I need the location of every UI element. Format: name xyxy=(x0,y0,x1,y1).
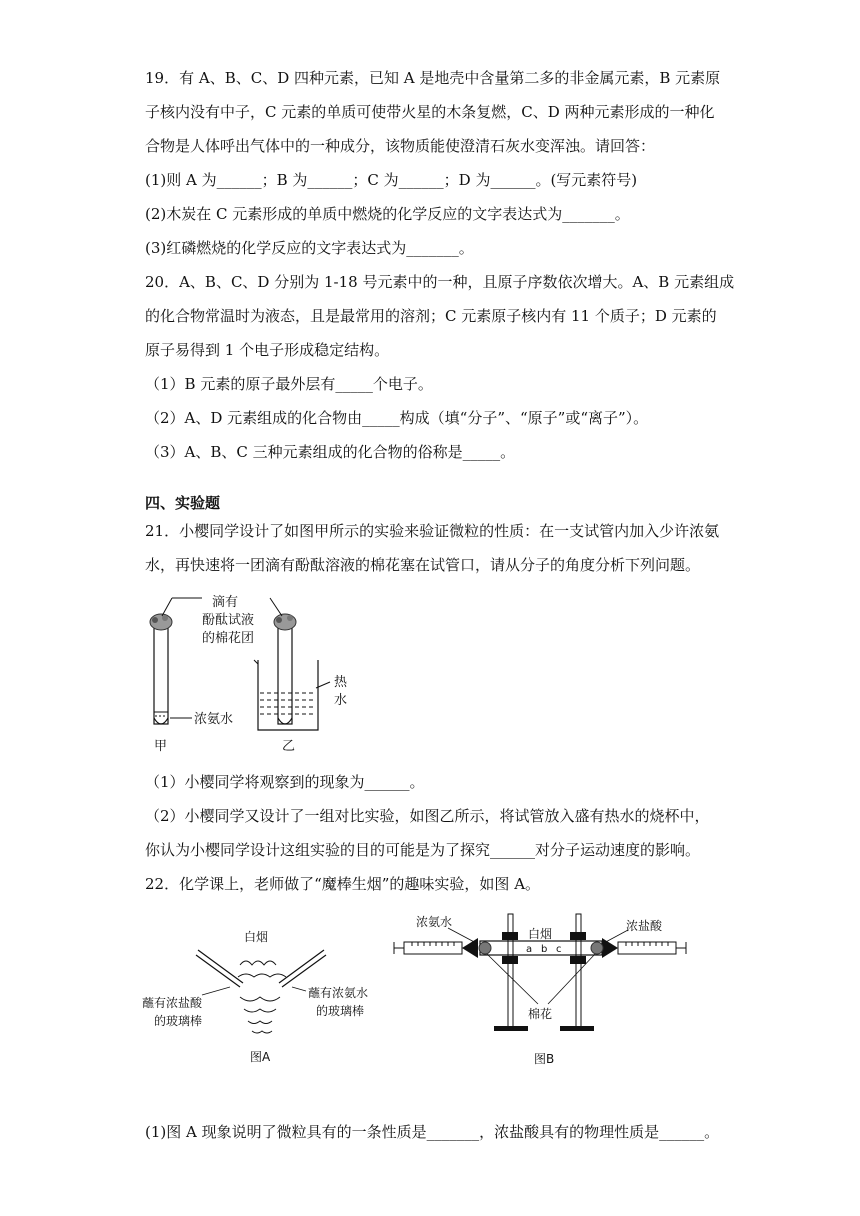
figb-label-a: a xyxy=(526,944,533,955)
label-cotton-2: 酚酞试液 xyxy=(202,613,255,628)
syringe-right xyxy=(602,938,686,958)
figure-a xyxy=(140,925,380,1075)
q19-line-3: 合物是人体呼出气体中的一种成分，该物质能使澄清石灰水变浑浊。请回答： xyxy=(145,137,656,155)
q20-line-2: 的化合物常温时为液态，且是最常用的溶剂；C 元素原子核内有 11 个质子；D 元素的 xyxy=(145,307,717,325)
q19-line-4: (1)则 A 为______；B 为______；C 为______；D 为______。(写元素符号) xyxy=(145,171,638,189)
test-tube-jia xyxy=(150,614,172,724)
iron-stand-right xyxy=(560,914,594,1031)
q21-line-3: （1）小樱同学将观察到的现象为______。 xyxy=(145,773,425,791)
figb-caption: 图B xyxy=(534,1052,555,1066)
q20-line-5: （2）A、D 元素组成的化合物由_____构成（填“分子”、“原子”或“离子”）。 xyxy=(145,409,649,427)
label-hot-2: 水 xyxy=(334,693,348,708)
label-cotton-1: 滴有 xyxy=(212,595,239,610)
q21-line-1: 21．小樱同学设计了如图甲所示的实验来验证微粒的性质：在一支试管内加入少许浓氨 xyxy=(145,522,720,540)
beaker xyxy=(254,660,318,730)
q22-line-2: (1)图 A 现象说明了微粒具有的一条性质是_______，浓盐酸具有的物理性质是______。 xyxy=(145,1123,720,1141)
iron-stand-left xyxy=(494,914,528,1031)
q19-line-6: (3)红磷燃烧的化学反应的文字表达式为_______。 xyxy=(145,239,474,257)
figb-label-cotton: 棉花 xyxy=(528,1007,553,1021)
q20-line-1: 20．A、B、C、D 分别为 1-18 号元素中的一种，且原子序数依次增大。A、B 元素组成 xyxy=(145,273,735,291)
q21-line-5: 你认为小樱同学设计这组实验的目的可能是为了探究______对分子运动速度的影响。 xyxy=(145,841,701,859)
q19-line-1: 19．有 A、B、C、D 四种元素，已知 A 是地壳中含量第二多的非金属元素，B 元素原 xyxy=(145,69,721,87)
q20-line-3: 原子易得到 1 个电子形成稳定结构。 xyxy=(145,341,390,359)
figb-label-b: b xyxy=(541,944,548,955)
q20-line-4: （1）B 元素的原子最外层有_____个电子。 xyxy=(145,375,433,393)
figb-label-smoke: 白烟 xyxy=(528,927,553,941)
figure-b xyxy=(388,908,708,1073)
figure-test-tubes xyxy=(140,588,370,758)
figa-label-right-2: 的玻璃棒 xyxy=(316,1004,365,1018)
section-title: 四、实验题 xyxy=(145,494,221,512)
figb-label-ammonia: 浓氨水 xyxy=(416,915,453,929)
figa-caption: 图A xyxy=(250,1050,271,1064)
glass-rod-right xyxy=(279,950,326,987)
label-cotton-3: 的棉花团 xyxy=(202,631,255,646)
figa-label-left-1: 蘸有浓盐酸 xyxy=(142,996,203,1010)
q21-line-2: 水，再快速将一团滴有酚酞溶液的棉花塞在试管口，请从分子的角度分析下列问题。 xyxy=(145,556,701,574)
label-yi: 乙 xyxy=(282,739,296,754)
q21-line-4: （2）小樱同学又设计了一组对比实验，如图乙所示，将试管放入盛有热水的烧杯中， xyxy=(145,807,710,825)
figb-label-c: c xyxy=(556,944,562,955)
syringe-left xyxy=(394,938,478,958)
white-smoke xyxy=(238,961,286,1033)
figa-label-smoke: 白烟 xyxy=(244,930,269,944)
label-jia: 甲 xyxy=(154,739,168,754)
glass-rod-left xyxy=(196,950,243,987)
figb-label-hcl: 浓盐酸 xyxy=(626,919,663,933)
q19-line-5: (2)木炭在 C 元素形成的单质中燃烧的化学反应的文字表达式为_______。 xyxy=(145,205,630,223)
label-hot-1: 热 xyxy=(334,675,348,690)
q22-line-1: 22．化学课上，老师做了“魔棒生烟”的趣味实验，如图 A。 xyxy=(145,875,541,893)
figa-label-right-1: 蘸有浓氨水 xyxy=(308,986,369,1000)
figa-label-left-2: 的玻璃棒 xyxy=(154,1014,203,1028)
q19-line-2: 子核内没有中子，C 元素的单质可使带火星的木条复燃，C、D 两种元素形成的一种化 xyxy=(145,103,715,121)
q20-line-6: （3）A、B、C 三种元素组成的化合物的俗称是_____。 xyxy=(145,443,516,461)
label-ammonia: 浓氨水 xyxy=(194,712,234,727)
